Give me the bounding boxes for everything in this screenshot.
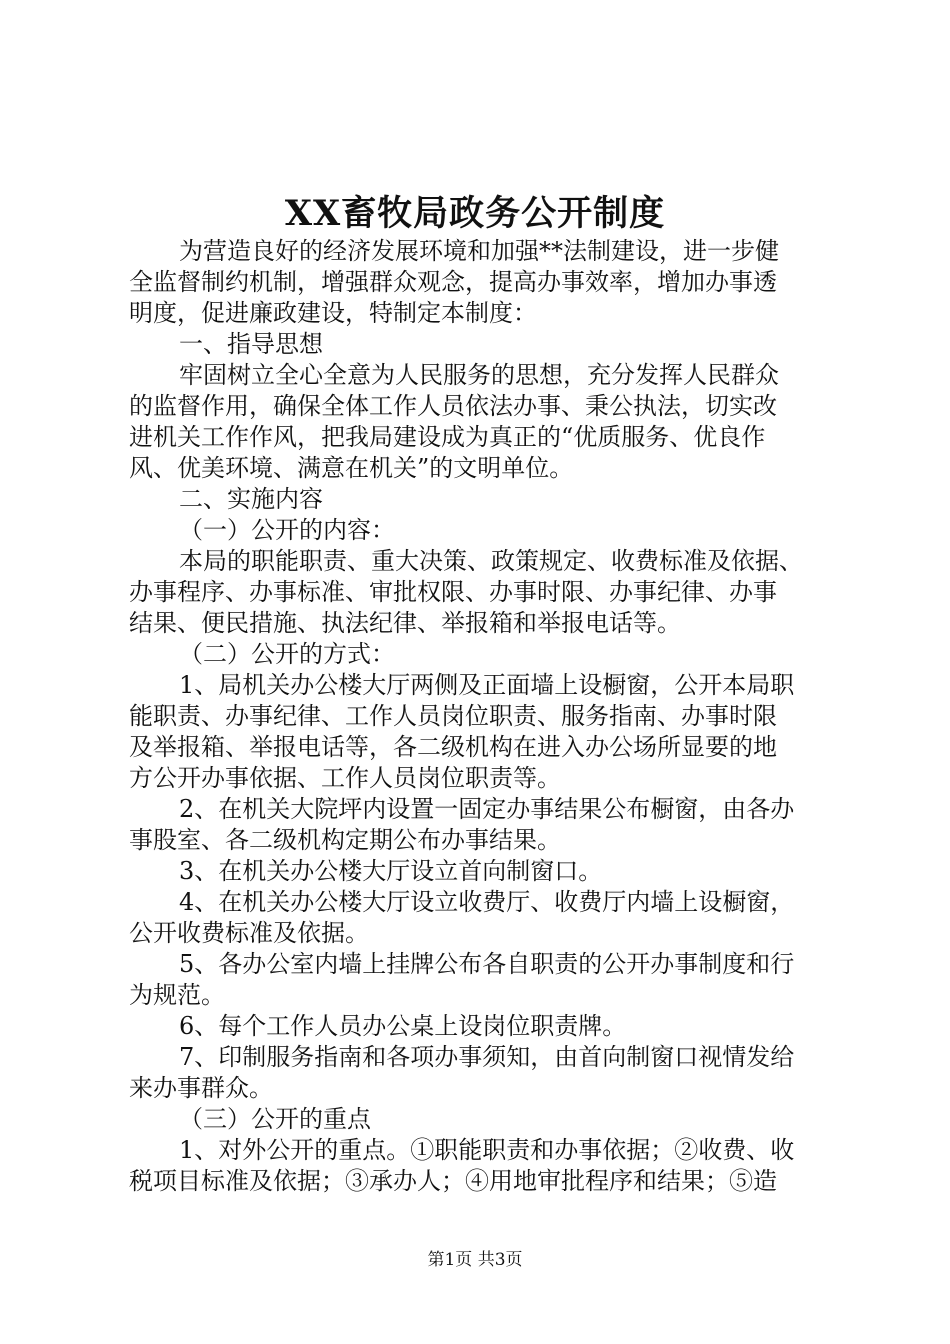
document-text-line: 二、实施内容	[179, 485, 323, 513]
document-text-line: （二）公开的方式：	[179, 640, 395, 668]
document-text-line: （一）公开的内容：	[179, 516, 395, 544]
document-text-line: 事股室、各二级机构定期公布办事结果。	[129, 826, 561, 854]
document-text-line: 风、优美环境、满意在机关”的文明单位。	[129, 454, 574, 482]
document-body	[129, 236, 834, 1197]
page-number-footer: 第1页 共3页	[427, 1250, 523, 1270]
document-text-line: 公开收费标准及依据。	[129, 919, 369, 947]
document-text-line: 为营造良好的经济发展环境和加强**法制建设，进一步健	[179, 237, 779, 265]
document-text-line: 来办事群众。	[129, 1074, 273, 1102]
document-text-line: 进机关工作作风，把我局建设成为真正的“优质服务、优良作	[129, 423, 766, 451]
document-text-line: 及举报箱、举报电话等，各二级机构在进入办公场所显要的地	[129, 733, 777, 761]
document-text-line: 牢固树立全心全意为人民服务的思想，充分发挥人民群众	[179, 361, 779, 389]
document-text-line: 1、对外公开的重点。①职能职责和办事依据；②收费、收	[179, 1136, 795, 1164]
document-text-line: 明度，促进廉政建设，特制定本制度：	[129, 299, 537, 327]
document-text-line: 7、印制服务指南和各项办事须知，由首向制窗口视情发给	[179, 1043, 795, 1071]
document-text-line: 全监督制约机制，增强群众观念，提高办事效率，增加办事透	[129, 268, 777, 296]
document-text-line: 结果、便民措施、执法纪律、举报箱和举报电话等。	[129, 609, 681, 637]
document-title: XX畜牧局政务公开制度	[284, 193, 666, 234]
document-text-line: 办事程序、办事标准、审批权限、办事时限、办事纪律、办事	[129, 578, 777, 606]
document-text-line: 的监督作用，确保全体工作人员依法办事、秉公执法，切实改	[129, 392, 777, 420]
document-text-line: 1、局机关办公楼大厅两侧及正面墙上设橱窗，公开本局职	[179, 671, 795, 699]
document-text-line: 能职责、办事纪律、工作人员岗位职责、服务指南、办事时限	[129, 702, 777, 730]
document-text-line: 4、在机关办公楼大厅设立收费厅、收费厅内墙上设橱窗，	[179, 888, 795, 916]
document-text-line: 本局的职能职责、重大决策、政策规定、收费标准及依据、	[179, 547, 803, 575]
document-text-line: （三）公开的重点	[179, 1105, 371, 1133]
document-text-line: 一、指导思想	[179, 330, 323, 358]
document-text-line: 5、各办公室内墙上挂牌公布各自职责的公开办事制度和行	[179, 950, 795, 978]
document-text-line: 2、在机关大院坪内设置一固定办事结果公布橱窗，由各办	[179, 795, 795, 823]
document-text-line: 税项目标准及依据；③承办人；④用地审批程序和结果；⑤造	[129, 1167, 777, 1195]
document-text-line: 6、每个工作人员办公桌上设岗位职责牌。	[179, 1012, 627, 1040]
document-text-line: 方公开办事依据、工作人员岗位职责等。	[129, 764, 561, 792]
document-text-line: 为规范。	[129, 981, 225, 1009]
document-text-line: 3、在机关办公楼大厅设立首向制窗口。	[179, 857, 603, 885]
